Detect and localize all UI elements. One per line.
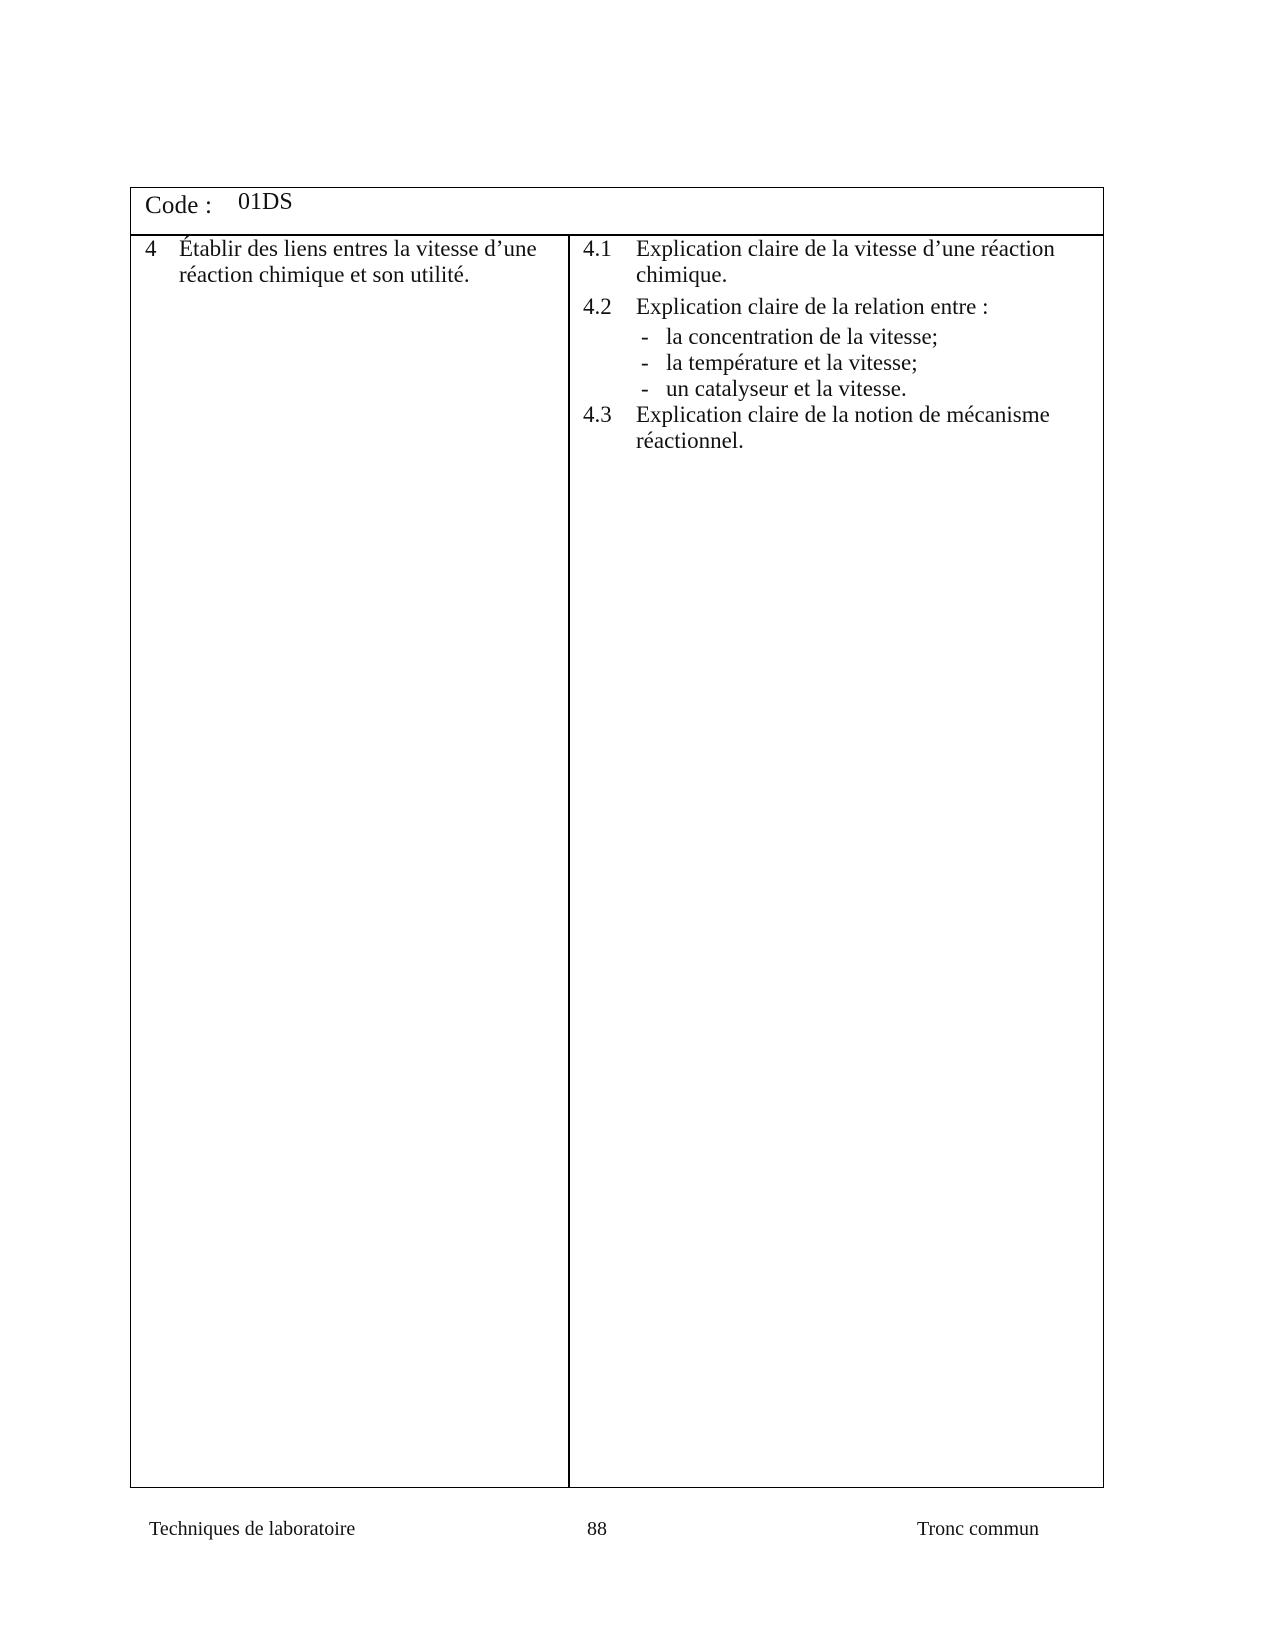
criterion-text: Explication claire de la notion de mécanisme réactionnel. [636,402,1050,453]
footer-program-name: Techniques de laboratoire [149,1518,356,1540]
criterion-text: Explication claire de la vitesse d’une réaction chimique. [636,236,1055,287]
sub-item-text: la température et la vitesse; [666,350,918,375]
column-divider [568,236,570,1487]
element-item [145,236,545,288]
sub-item-text: un catalyseur et la vitesse. [666,376,907,401]
criterion-sub-list [638,324,1088,402]
criterion-number: 4.2 [583,294,612,319]
competency-table [130,187,1104,1488]
footer-page-number: 88 [587,1518,607,1540]
sub-list-item [638,376,1088,402]
code-row [131,188,1103,236]
element-cell [145,236,545,288]
code-value: 01DS [238,189,293,215]
criteria-cell [583,236,1088,460]
criterion-4-3 [583,402,1088,454]
sub-item-text: la concentration de la vitesse; [666,324,939,349]
dash-bullet: - [641,350,649,375]
element-text: Établir des liens entres la vitesse d’une réaction chimique et son utilité. [179,236,537,287]
criterion-number: 4.1 [583,236,612,261]
sub-list-item [638,324,1088,350]
code-label: Code : [145,192,213,219]
dash-bullet: - [641,324,649,349]
dash-bullet: - [641,376,649,401]
criterion-4-2 [583,294,1088,320]
criterion-4-1 [583,236,1088,288]
element-number: 4 [145,236,157,261]
footer-section-name: Tronc commun [917,1518,1040,1540]
criterion-number: 4.3 [583,402,612,427]
sub-list-item [638,350,1088,376]
criterion-text: Explication claire de la relation entre : [636,294,989,319]
